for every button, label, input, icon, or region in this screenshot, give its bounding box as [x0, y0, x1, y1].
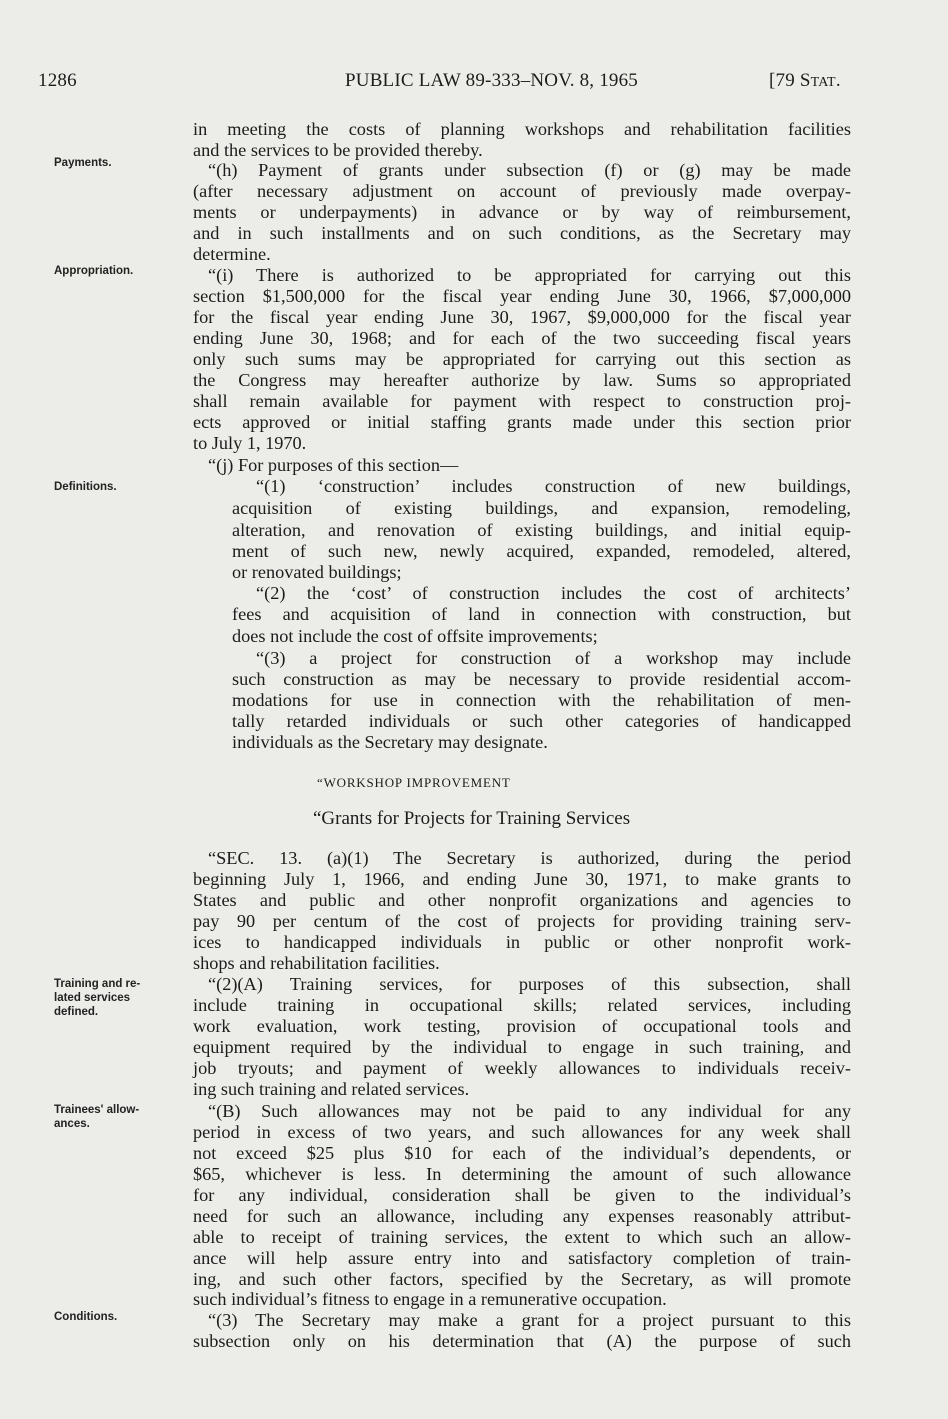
text-line: ments or underpayments) in advance or by way of reimbursement, — [193, 202, 851, 222]
text-line: ing, and such other factors, specified by the Secretary, as will promote — [193, 1269, 851, 1289]
page-number: 1286 — [38, 70, 77, 91]
text-line: ing such training and related services. — [193, 1079, 470, 1099]
text-line: for the fiscal year ending June 30, 1967, $9,000,000 for the fiscal year — [193, 307, 851, 327]
text-line: pay 90 per centum of the cost of projects for providing training serv- — [193, 911, 851, 931]
text-line: to July 1, 1970. — [193, 433, 307, 453]
text-line: section $1,500,000 for the fiscal year ending June 30, 1966, $7,000,000 — [193, 286, 851, 306]
text-line: “(2) the ‘cost’ of construction includes the cost of architects’ — [256, 583, 851, 603]
text-line: “(h) Payment of grants under subsection (f) or (g) may be made — [208, 160, 851, 180]
running-title: PUBLIC LAW 89-333–NOV. 8, 1965 — [345, 70, 639, 91]
margin-note-training-line3: defined. — [54, 1006, 99, 1018]
margin-note-trainees-line2: ances. — [54, 1118, 90, 1130]
text-line: acquisition of existing buildings, and expansion, remodeling, — [232, 498, 851, 518]
text-line: ment of such new, newly acquired, expanded, remodeled, altered, — [232, 541, 851, 561]
text-line: able to receipt of training services, the extent to which such an allow- — [193, 1227, 851, 1247]
text-line: “(1) ‘construction’ includes construction of new buildings, — [256, 476, 851, 496]
text-line: subsection only on his determination that (A) the purpose of such — [193, 1331, 851, 1351]
text-line: ects approved or initial staffing grants made under this section prior — [193, 412, 851, 432]
text-line: ance will help assure entry into and satisfactory completion of train- — [193, 1248, 851, 1268]
margin-note-conditions: Conditions. — [54, 1311, 118, 1323]
text-line: “(2)(A) Training services, for purposes of this subsection, shall — [208, 974, 851, 994]
text-line: such construction as may be necessary to provide residential accom- — [232, 669, 851, 689]
text-line: (after necessary adjustment on account of previously made overpay- — [193, 181, 851, 201]
margin-note-definitions: Definitions. — [54, 481, 117, 493]
text-line: “(i) There is authorized to be appropriated for carrying out this — [208, 265, 851, 285]
margin-note-training-line1: Training and re- — [54, 978, 141, 990]
text-line: period in excess of two years, and such allowances for any week shall — [193, 1122, 851, 1142]
statute-reference: [79 STAT. — [769, 70, 841, 91]
text-line: “SEC. 13. (a)(1) The Secretary is authorized, during the period — [208, 848, 851, 868]
text-line: job tryouts; and payment of weekly allowances to individuals receiv- — [193, 1058, 851, 1078]
text-line: work evaluation, work testing, provision of occupational tools and — [193, 1016, 851, 1036]
text-line: ending June 30, 1968; and for each of the two succeeding fiscal years — [193, 328, 851, 348]
text-line: $65, whichever is less. In determining the amount of such allowance — [193, 1164, 851, 1184]
text-line: alteration, and renovation of existing buildings, and initial equip- — [232, 520, 851, 540]
text-line: shall remain available for payment with respect to construction proj- — [193, 391, 851, 411]
text-line: States and public and other nonprofit organizations and agencies to — [193, 890, 851, 910]
text-line: equipment required by the individual to engage in such training, and — [193, 1037, 851, 1057]
text-line: only such sums may be appropriated for carrying out this section as — [193, 349, 851, 369]
text-line: individuals as the Secretary may designate. — [232, 732, 548, 752]
section-title: “Grants for Projects for Training Services — [313, 808, 631, 829]
text-line: fees and acquisition of land in connection with construction, but — [232, 604, 851, 624]
margin-note-trainees-line1: Trainees' allow- — [54, 1104, 140, 1116]
text-line: include training in occupational skills; related services, including — [193, 995, 851, 1015]
text-line: such individual’s fitness to engage in a remunerative occupation. — [193, 1289, 667, 1309]
text-line: “(3) a project for construction of a workshop may include — [256, 648, 851, 668]
text-line: shops and rehabilitation facilities. — [193, 953, 440, 973]
margin-note-appropriation: Appropriation. — [54, 265, 134, 277]
text-line: or renovated buildings; — [232, 562, 402, 582]
text-line: tally retarded individuals or such other categories of handicapped — [232, 711, 851, 731]
text-line: the Congress may hereafter authorize by law. Sums so appropriated — [193, 370, 851, 390]
text-line: for any individual, consideration shall be given to the individual’s — [193, 1185, 851, 1205]
text-line: modations for use in connection with the rehabilitation of men- — [232, 690, 851, 710]
text-line: determine. — [193, 244, 271, 264]
text-line: not exceed $25 plus $10 for each of the individual’s dependents, or — [193, 1143, 851, 1163]
text-line: in meeting the costs of planning workshops and rehabilitation facilities — [193, 119, 851, 139]
text-line: and the services to be provided thereby. — [193, 140, 483, 160]
text-line: “(j) For purposes of this section— — [208, 455, 459, 475]
text-line: “(3) The Secretary may make a grant for a project pursuant to this — [208, 1310, 851, 1330]
text-line: need for such an allowance, including any expenses reasonably attribut- — [193, 1206, 851, 1226]
text-line: ices to handicapped individuals in public or other nonprofit work- — [193, 932, 851, 952]
text-line: beginning July 1, 1966, and ending June 30, 1971, to make grants to — [193, 869, 851, 889]
margin-note-payments: Payments. — [54, 157, 112, 169]
margin-note-training-line2: lated services — [54, 992, 131, 1004]
text-line: does not include the cost of offsite improvements; — [232, 626, 598, 646]
text-line: and in such installments and on such conditions, as the Secretary may — [193, 223, 851, 243]
text-line: “(B) Such allowances may not be paid to any individual for any — [208, 1101, 851, 1121]
section-heading-small-caps: “WORKSHOP IMPROVEMENT — [317, 775, 511, 790]
